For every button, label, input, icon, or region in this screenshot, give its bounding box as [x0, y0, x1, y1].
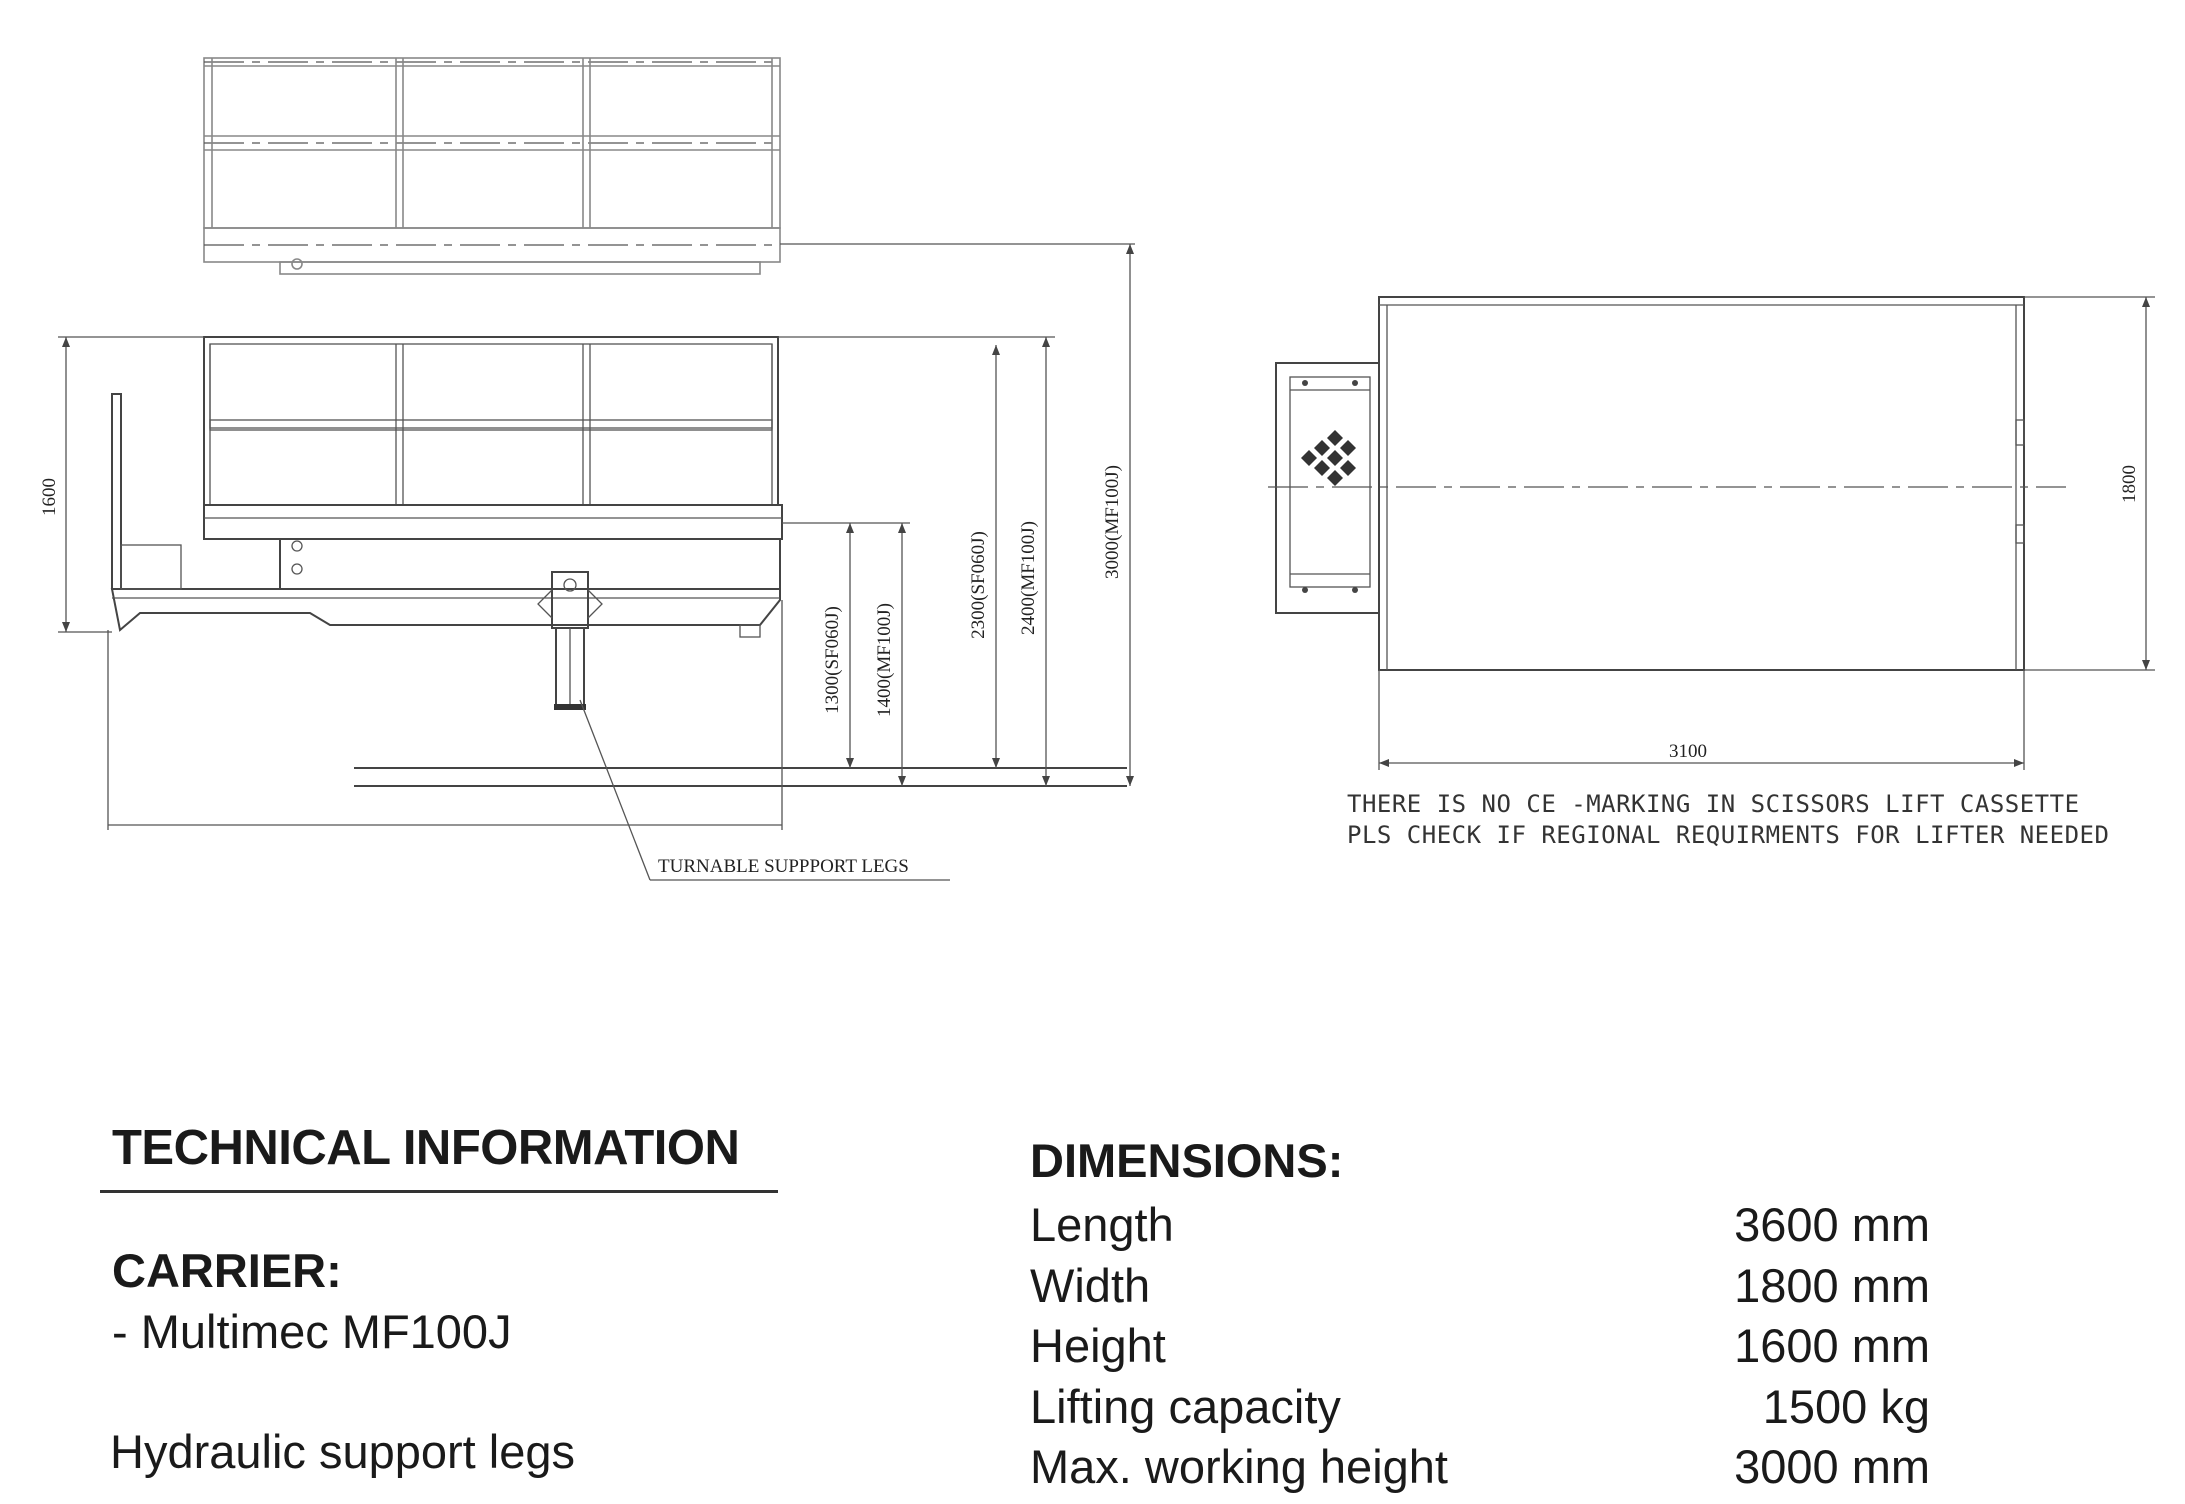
dim-1800-label: 1800 — [2119, 465, 2140, 503]
dim-2400-label: 2400(MF100J) — [1018, 520, 1039, 636]
dim-1600-label: 1600 — [39, 478, 60, 516]
turnable-legs-callout: TURNABLE SUPPPORT LEGS — [658, 856, 909, 877]
dimension-value: 1500 kg — [1762, 1379, 1930, 1433]
dimension-row-width — [1030, 1256, 1930, 1317]
dimension-row-length — [1030, 1195, 1930, 1256]
dim-3000-label: 3000(MF100J) — [1102, 464, 1123, 580]
dimension-label: Height — [1030, 1319, 1166, 1372]
dimensions-table — [1030, 1195, 1930, 1498]
dim-1400-label: 1400(MF100J) — [874, 602, 895, 718]
dimension-value: 3000 mm — [1734, 1440, 1930, 1493]
dimension-value: 3600 mm — [1734, 1198, 1930, 1251]
raised-platform-outline — [204, 58, 780, 274]
dim-3100-label: 3100 — [1669, 741, 1707, 762]
technical-information-title: TECHNICAL INFORMATION — [112, 1121, 740, 1175]
dimension-value: 1800 mm — [1734, 1258, 1930, 1312]
dimension-value: 1600 mm — [1734, 1319, 1930, 1372]
dim-1300-label: 1300(SF060J) — [822, 606, 843, 714]
carrier-item: - Multimec MF100J — [112, 1305, 512, 1358]
dimensions-heading: DIMENSIONS: — [1030, 1134, 1344, 1187]
grille-icon — [1301, 430, 1356, 486]
top-view — [1268, 297, 2155, 849]
side-view — [39, 244, 1135, 880]
dim-2300-label: 2300(SF060J) — [968, 531, 989, 639]
carrier-heading: CARRIER: — [112, 1244, 342, 1297]
dimension-row-max-working-height — [1030, 1437, 1930, 1498]
dimension-label: Length — [1030, 1198, 1174, 1251]
dimension-row-lifting-capacity — [1030, 1377, 1930, 1438]
ce-note: THERE IS NO CE -MARKING IN SCISSORS LIFT CASSETTE — [1347, 790, 2080, 818]
dimension-label: Lifting capacity — [1030, 1379, 1341, 1433]
dimension-row-height — [1030, 1316, 1930, 1377]
regional-note: PLS CHECK IF REGIONAL REQUIRMENTS FOR LIFTER NEEDED — [1347, 821, 2110, 849]
title-underline — [100, 1190, 778, 1193]
dimension-label: Max. working height — [1030, 1440, 1448, 1493]
dimension-label: Width — [1030, 1258, 1151, 1312]
support-legs-text: Hydraulic support legs — [110, 1425, 575, 1478]
